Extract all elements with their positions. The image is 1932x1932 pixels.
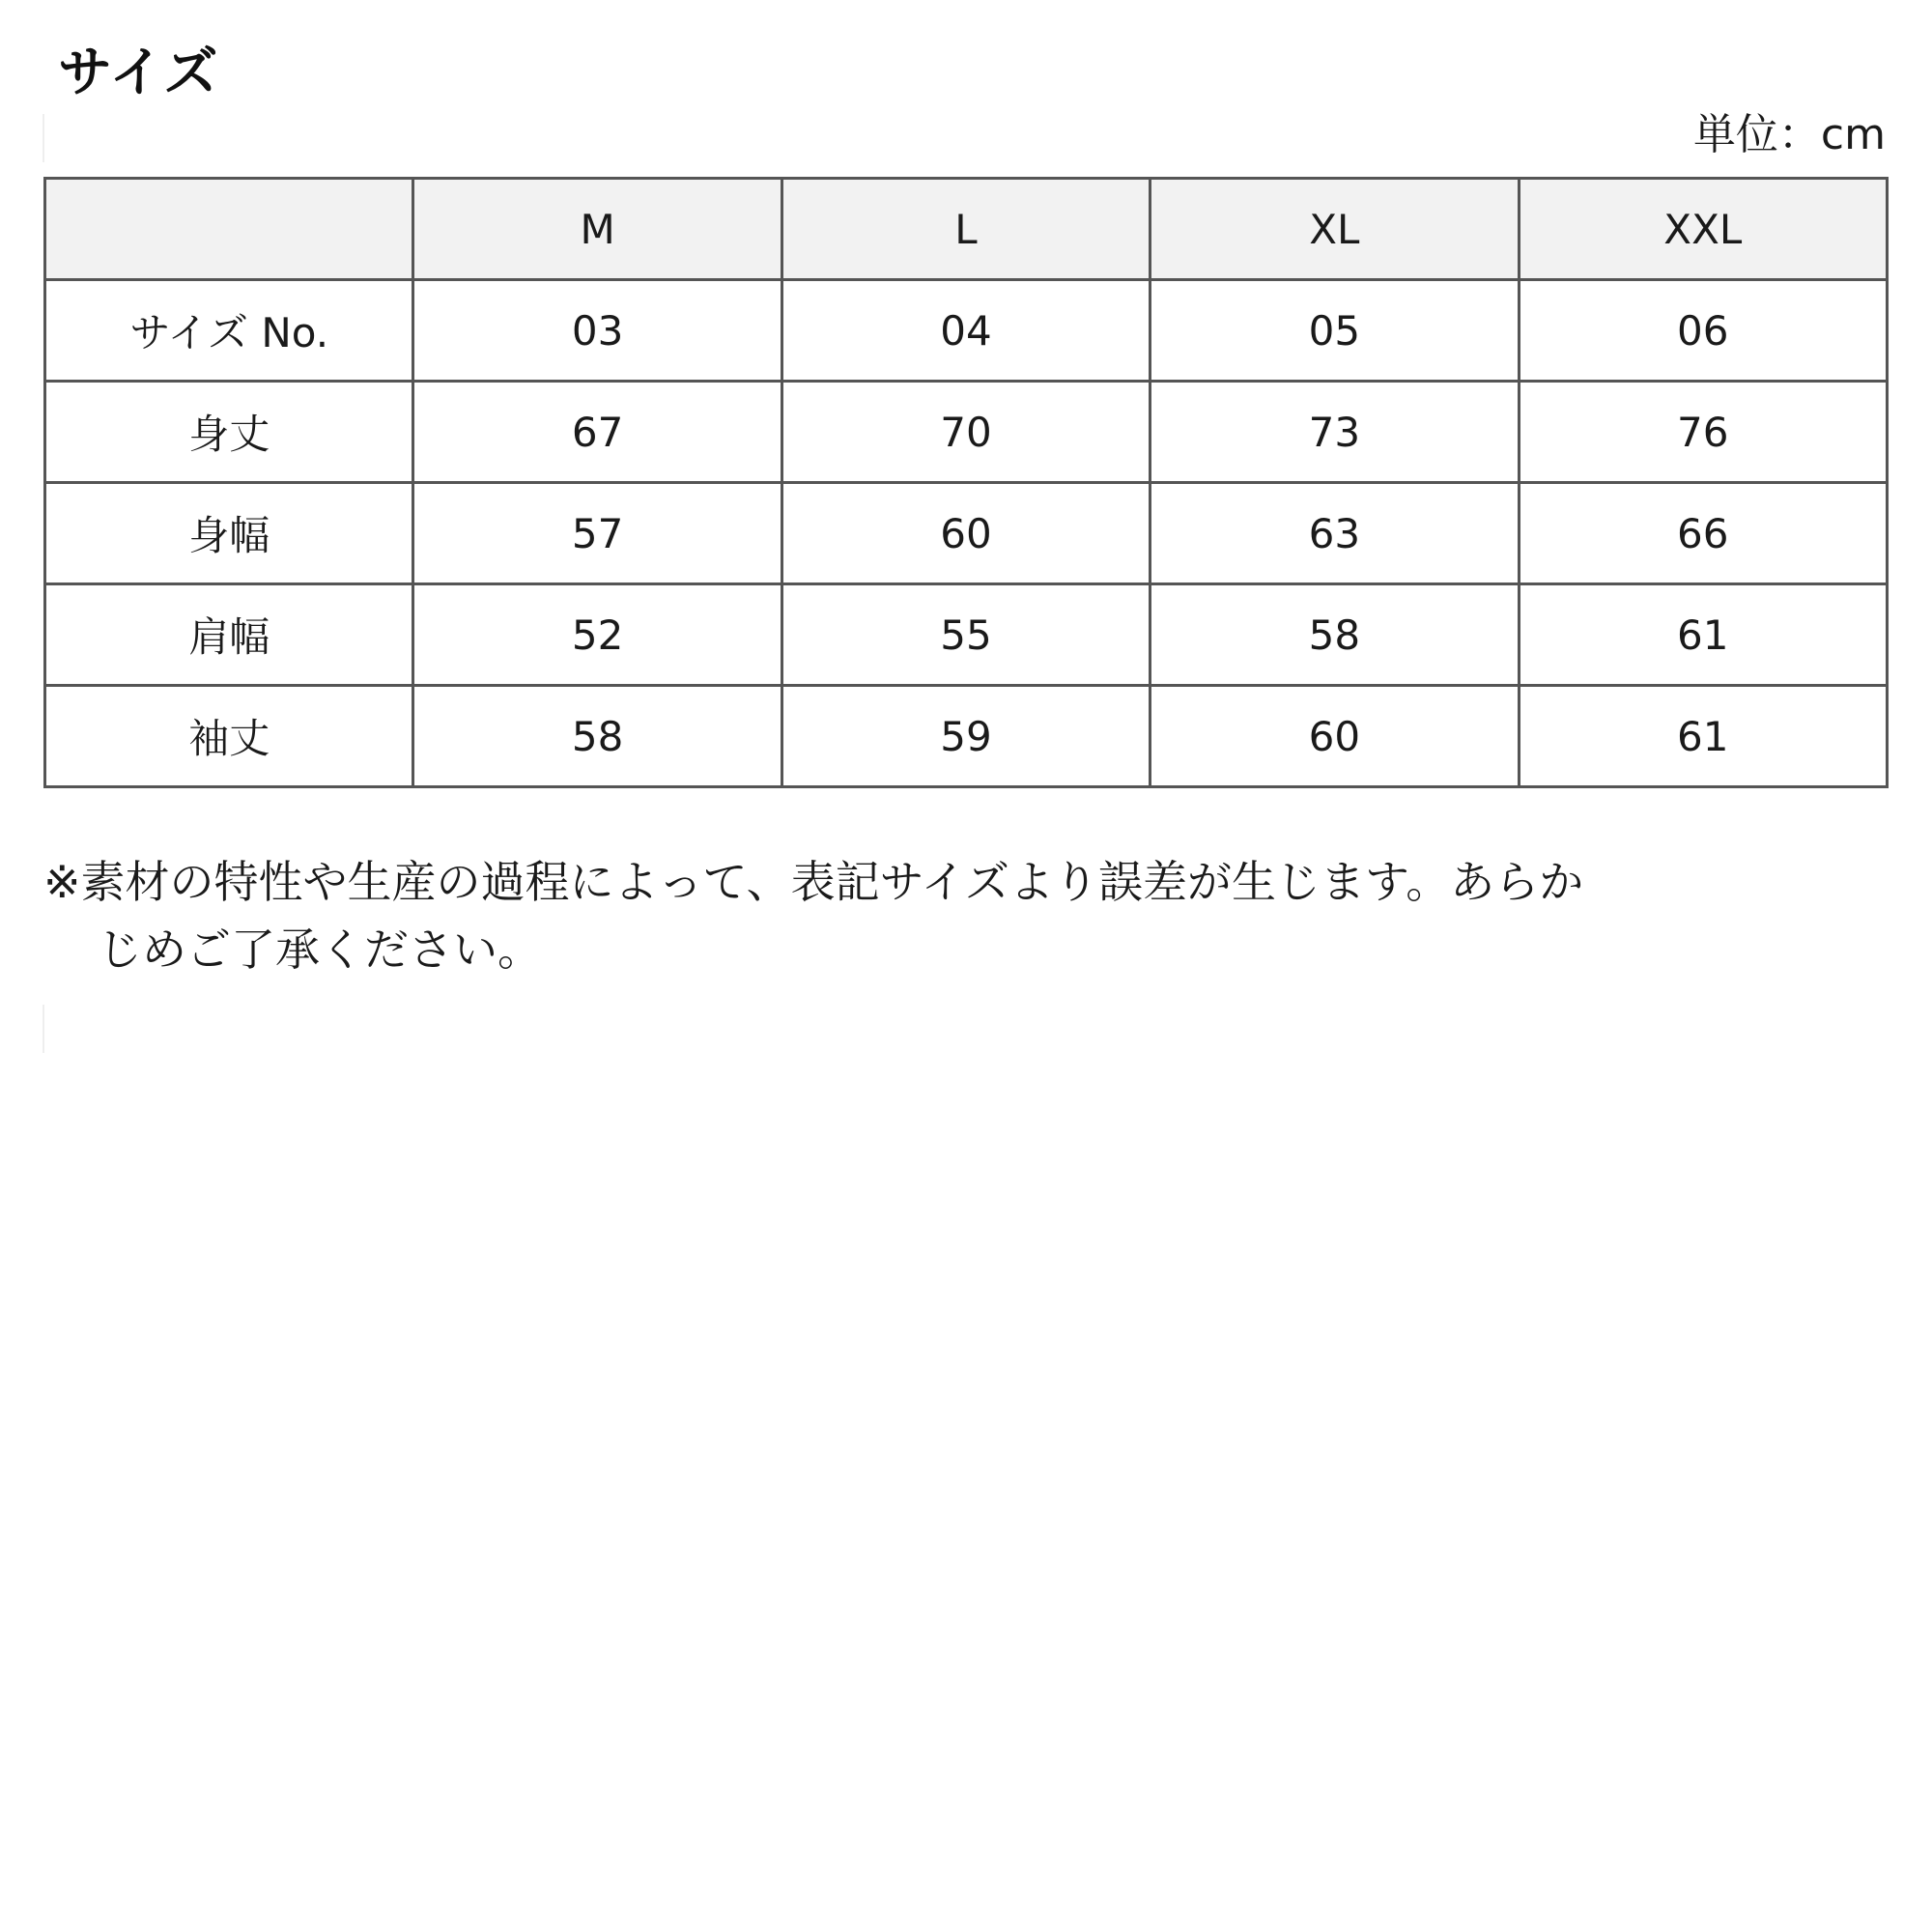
table-cell: 55 bbox=[781, 584, 1150, 686]
unit-label: 単位：cm bbox=[1692, 110, 1886, 159]
column-header bbox=[45, 179, 413, 280]
table-cell: 61 bbox=[1519, 686, 1887, 787]
table-cell: 58 bbox=[413, 686, 781, 787]
row-label: 身丈 bbox=[45, 382, 413, 483]
note-line: ※素材の特性や生産の過程によって、表記サイズより誤差が生じます。あらか bbox=[43, 856, 1584, 908]
table-cell: 52 bbox=[413, 584, 781, 686]
table-header-row bbox=[45, 179, 1888, 280]
table-cell: 60 bbox=[1151, 686, 1519, 787]
table-row bbox=[45, 280, 1888, 382]
table-cell: 06 bbox=[1519, 280, 1887, 382]
table-row bbox=[45, 584, 1888, 686]
table-cell: 67 bbox=[413, 382, 781, 483]
guide-line-top bbox=[43, 114, 44, 162]
column-header: M bbox=[413, 179, 781, 280]
table-row bbox=[45, 382, 1888, 483]
table-cell: 60 bbox=[781, 483, 1150, 584]
table-row bbox=[45, 686, 1888, 787]
table-cell: 61 bbox=[1519, 584, 1887, 686]
row-label: 身幅 bbox=[45, 483, 413, 584]
table-cell: 05 bbox=[1151, 280, 1519, 382]
row-label: 肩幅 bbox=[45, 584, 413, 686]
table-cell: 66 bbox=[1519, 483, 1887, 584]
column-header: L bbox=[781, 179, 1150, 280]
table-cell: 03 bbox=[413, 280, 781, 382]
column-header: XL bbox=[1151, 179, 1519, 280]
table-cell: 59 bbox=[781, 686, 1150, 787]
table-cell: 04 bbox=[781, 280, 1150, 382]
note-line: じめご了承ください。 bbox=[98, 923, 542, 976]
row-label: サイズ No. bbox=[45, 280, 413, 382]
table-cell: 63 bbox=[1151, 483, 1519, 584]
table-cell: 57 bbox=[413, 483, 781, 584]
table-cell: 76 bbox=[1519, 382, 1887, 483]
guide-line-bottom bbox=[43, 1005, 44, 1053]
table-cell: 73 bbox=[1151, 382, 1519, 483]
row-label: 袖丈 bbox=[45, 686, 413, 787]
disclaimer-note bbox=[43, 848, 1884, 983]
table-cell: 70 bbox=[781, 382, 1150, 483]
table-row bbox=[45, 483, 1888, 584]
size-table bbox=[43, 177, 1889, 788]
column-header: XXL bbox=[1519, 179, 1887, 280]
table-cell: 58 bbox=[1151, 584, 1519, 686]
page-title: サイズ bbox=[58, 42, 219, 104]
